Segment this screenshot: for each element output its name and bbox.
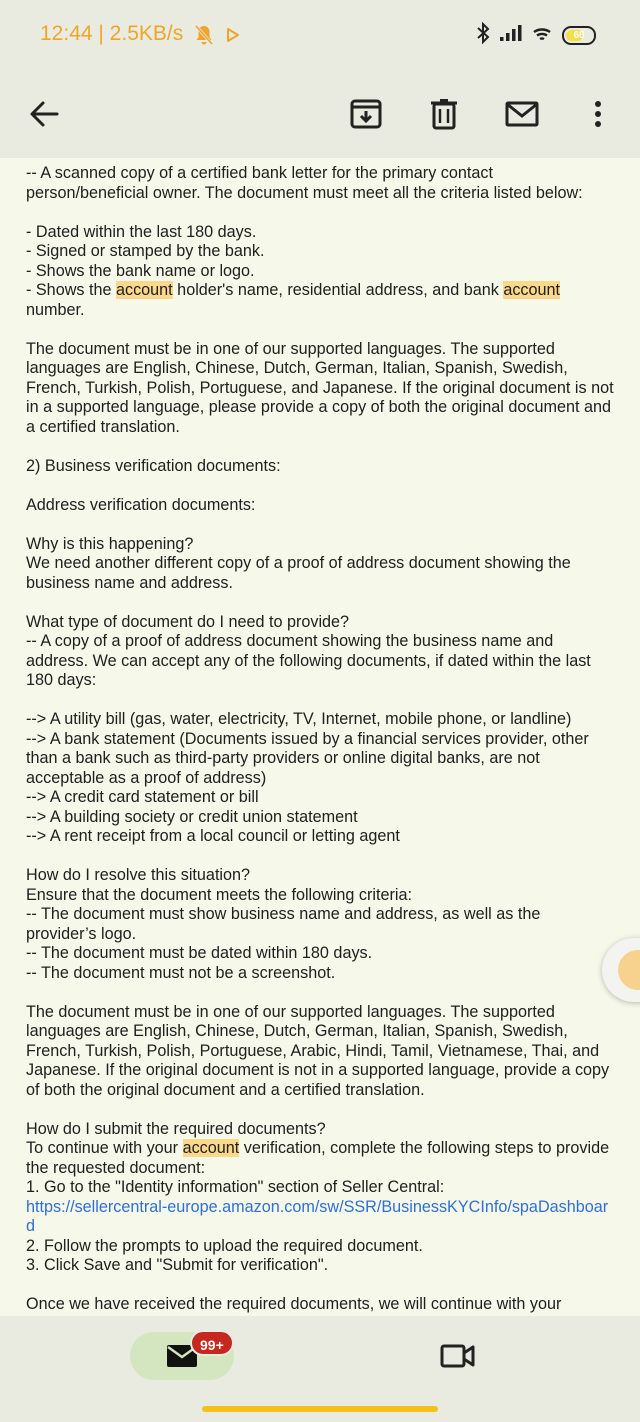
play-icon [226, 27, 240, 48]
email-line: Once we have received the required documents, we will continue with your [26, 1295, 562, 1313]
paragraph-gap [26, 437, 614, 457]
email-line: How do I submit the required documents? [26, 1119, 326, 1138]
email-line: --> A rent receipt from a local council or letting agent [26, 827, 400, 845]
email-line: What type of document do I need to provide? [26, 612, 350, 631]
status-icons [476, 22, 596, 48]
archive-icon [350, 99, 382, 129]
status-bar [0, 0, 640, 72]
nav-meet-tab[interactable] [438, 1336, 478, 1376]
email-line: -- A scanned copy of a certified bank letter for the primary contact person/beneficial owner. The document must meet all the criteria listed below: [26, 164, 583, 202]
paragraph-gap [26, 476, 614, 496]
mute-bell-icon [194, 24, 214, 51]
paragraph-gap [26, 515, 614, 535]
email-line: --> A bank statement (Documents issued by a financial services provider, other than a bank such as third-party providers or online digital banks, are not acceptable as a proof of address) [26, 729, 589, 787]
email-line: 2. Follow the prompts to upload the required document. [26, 1236, 423, 1255]
paragraph-gap [26, 320, 614, 340]
email-line: -- The document must show business name and address, as well as the provider’s logo. [26, 905, 541, 943]
email-line: We need another different copy of a proof of address document showing the business name and address. [26, 554, 571, 592]
email-line: How do I resolve this situation? [26, 866, 251, 884]
email-line: Ensure that the document meets the following criteria: [26, 885, 413, 904]
home-indicator[interactable] [202, 1406, 438, 1412]
mail-unread-badge: 99+ [190, 1330, 234, 1356]
email-line: The document must be in one of our supported languages. The supported languages are English, Chinese, Dutch, German, Italian, Spanish, Swedish, French, Turkish, Polish, Portuguese, and Japanese. If the original document is not in a supported language, please provide a copy of both the original document and a certified translation. [26, 339, 614, 436]
email-line: --> A utility bill (gas, water, electricity, TV, Internet, mobile phone, or landline) [26, 710, 572, 728]
email-line: -- A copy of a proof of address document showing the business name and address. We can accept any of the following documents, if dated within the last 180 days: [26, 632, 591, 689]
email-line: -- The document must be dated within 180 days. [26, 944, 373, 962]
video-camera-icon [440, 1342, 476, 1370]
back-button[interactable] [16, 86, 72, 142]
delete-button[interactable] [416, 86, 472, 142]
mail-icon [505, 101, 539, 127]
email-line: --> A credit card statement or bill [26, 788, 259, 806]
email-line: -- The document must not be a screenshot. [26, 963, 336, 982]
mark-unread-button[interactable] [494, 86, 550, 142]
email-line: The document must be in one of our supported languages. The supported languages are English, Chinese, Dutch, German, Italian, Spanish, Swedish, French, Turkish, Polish, Portuguese, Arabic, Hindi, Tamil, Vietnamese, Thai, and Japanese. If the original document is not in a supported language, provide a copy of both the original document and a certified translation. [26, 1002, 610, 1099]
email-line: - Signed or stamped by the bank. [26, 242, 265, 260]
paragraph-gap [26, 1100, 614, 1120]
archive-button[interactable] [338, 86, 394, 142]
battery-level: 66 [573, 29, 585, 41]
trash-icon [430, 98, 458, 130]
email-line: To continue with your account verification, complete the following steps to provide the requested document: [26, 1139, 610, 1177]
paragraph-gap [26, 691, 614, 711]
email-line: Address verification documents: [26, 495, 256, 514]
email-line: - Dated within the last 180 days. [26, 222, 257, 241]
paragraph-gap [26, 593, 614, 613]
scroll-top-icon [618, 950, 640, 990]
more-options-button[interactable] [570, 86, 626, 142]
email-line: --> A building society or credit union statement [26, 807, 358, 826]
email-line: Why is this happening? [26, 534, 194, 553]
status-time: 12:44 | 2.5KB/s [40, 22, 184, 45]
search-highlight: account [503, 281, 561, 299]
email-toolbar [0, 72, 640, 158]
search-highlight: account [182, 1139, 240, 1157]
back-arrow-icon [29, 100, 59, 128]
email-line: 2) Business verification documents: [26, 456, 281, 475]
email-line: 3. Click Save and "Submit for verification". [26, 1256, 329, 1274]
signal-icon [500, 24, 522, 47]
bluetooth-icon [476, 22, 490, 49]
seller-central-link[interactable]: https://sellercentral-europe.amazon.com/sw/SSR/BusinessKYCInfo/spaDashboard [26, 1197, 609, 1235]
battery-icon [562, 26, 596, 45]
more-vert-icon [594, 100, 602, 128]
wifi-icon [532, 24, 552, 47]
search-highlight: account [115, 281, 173, 299]
paragraph-gap [26, 983, 614, 1003]
email-line: - Shows the bank name or logo. [26, 261, 255, 280]
email-body [26, 164, 614, 1315]
paragraph-gap [26, 847, 614, 867]
paragraph-gap [26, 1276, 614, 1296]
email-line: - Shows the account holder's name, residential address, and bank account number. [26, 281, 561, 319]
paragraph-gap [26, 203, 614, 223]
email-line: 1. Go to the "Identity information" section of Seller Central: [26, 1178, 445, 1196]
